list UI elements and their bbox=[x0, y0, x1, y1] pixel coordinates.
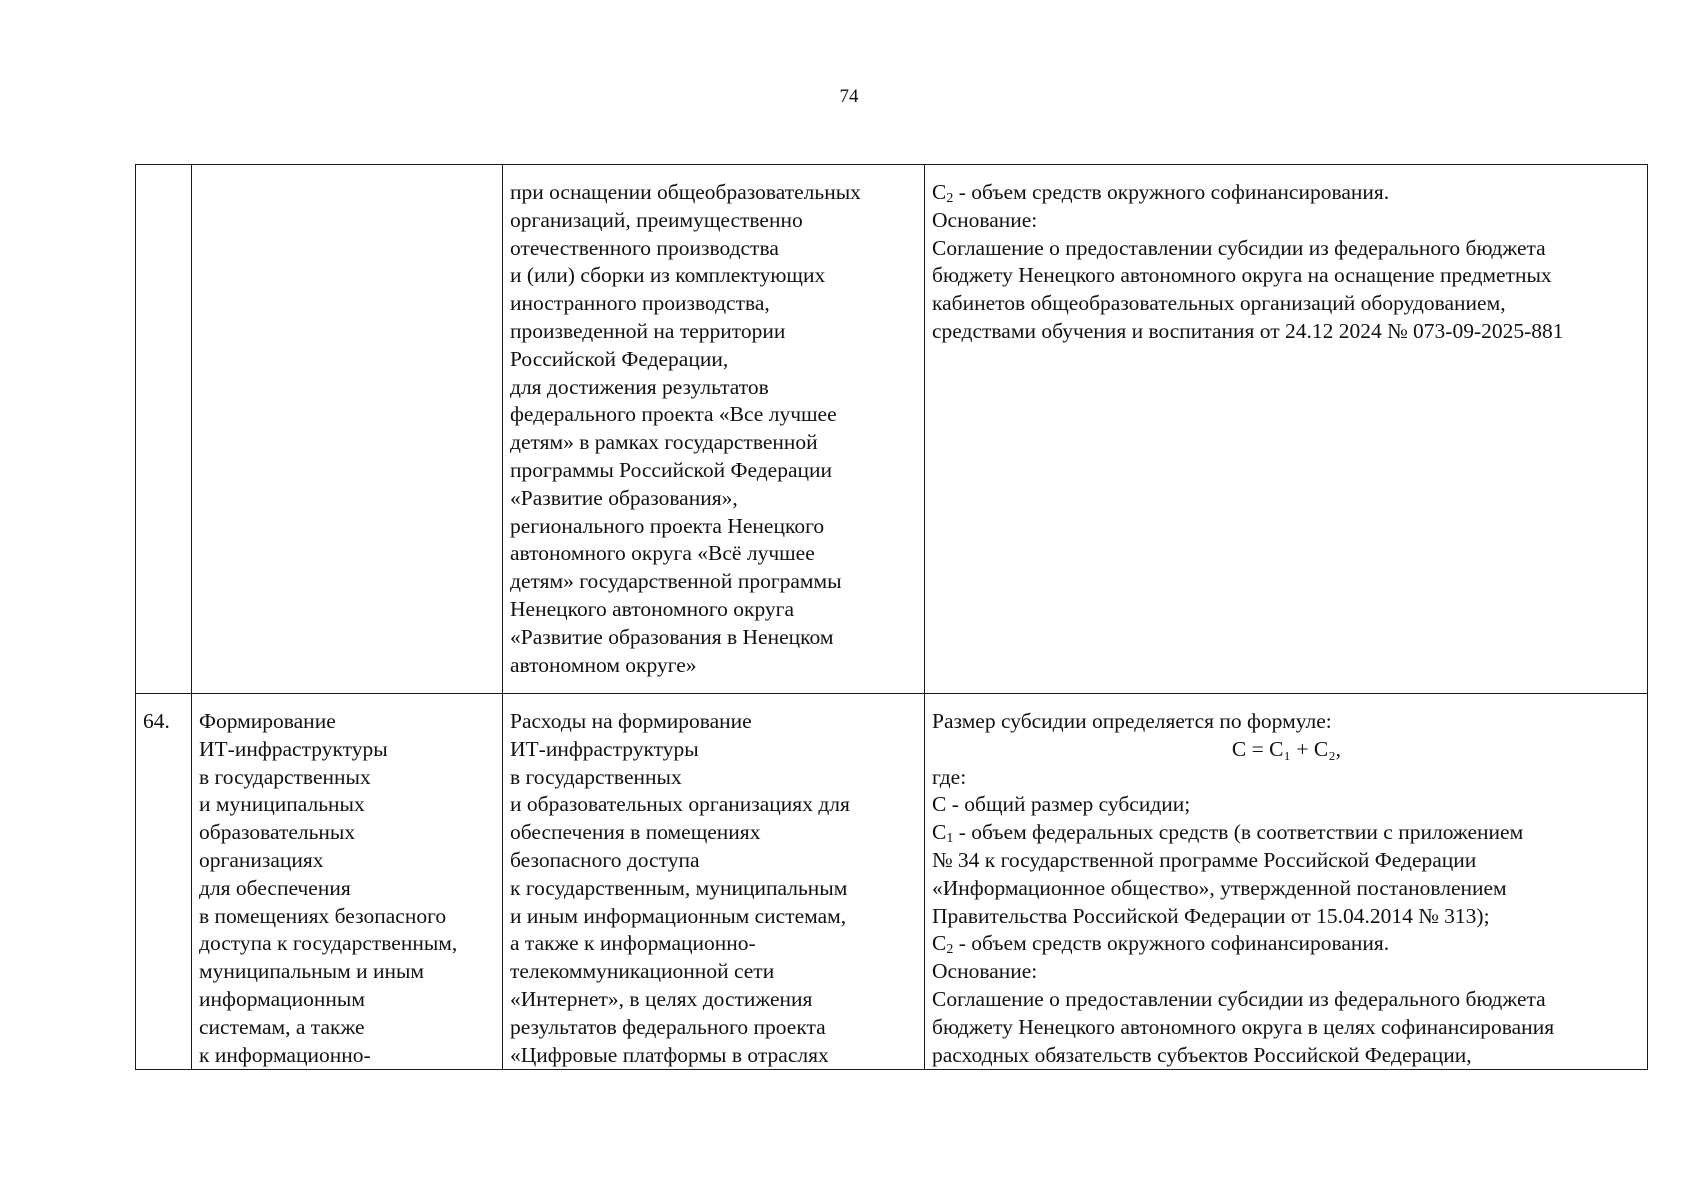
text-line: к информационно- bbox=[199, 1042, 371, 1067]
text-line: а также к информационно- bbox=[510, 931, 756, 956]
line-text: Размер субсидии определяется по формуле: bbox=[932, 709, 1332, 733]
text-line: системам, а также bbox=[199, 1014, 365, 1039]
subsidy-table bbox=[135, 164, 1648, 1070]
text-line: организациях bbox=[199, 847, 324, 872]
row-number-cell bbox=[136, 165, 192, 694]
text-line bbox=[932, 1042, 1641, 1070]
line-text: - объем федеральных средств (в соответствии с приложением bbox=[953, 820, 1524, 845]
line-text: Соглашение о предоставлении субсидии из федерального бюджета bbox=[932, 235, 1546, 260]
text-line bbox=[932, 290, 1641, 318]
line-text: № 34 к государственной программе Российской Федерации bbox=[932, 847, 1477, 872]
text-line bbox=[932, 903, 1641, 931]
variable-symbol: С bbox=[932, 180, 947, 204]
text-line: программы Российской Федерации bbox=[510, 457, 833, 482]
table-row bbox=[136, 165, 1648, 694]
line-text: Основание: bbox=[932, 959, 1038, 984]
row-formula-cell bbox=[925, 694, 1648, 1070]
text-line: федерального проекта «Все лучшее bbox=[510, 402, 837, 427]
line-text: Соглашение о предоставлении субсидии из федерального бюджета bbox=[932, 986, 1546, 1011]
text-line: «Цифровые платформы в отраслях bbox=[510, 1042, 829, 1067]
text-line: Формирование bbox=[199, 709, 336, 733]
text-line: результатов федерального проекта bbox=[510, 1014, 826, 1039]
page-number: 74 bbox=[839, 86, 859, 107]
line-text: кабинетов общеобразовательных организаций оборудованием, bbox=[932, 291, 1506, 316]
text-line: произведенной на территории bbox=[510, 318, 786, 343]
text-line bbox=[932, 930, 1641, 958]
text-line: в помещениях безопасного bbox=[199, 903, 447, 928]
variable-subscript: 1 bbox=[946, 831, 954, 847]
text-line bbox=[932, 986, 1641, 1014]
text-line: Российской Федерации, bbox=[510, 346, 729, 371]
text-line: детям» государственной программы bbox=[510, 569, 842, 594]
text-line bbox=[932, 235, 1641, 263]
text-line bbox=[932, 958, 1641, 986]
text-line bbox=[932, 847, 1641, 875]
text-line bbox=[932, 179, 1641, 207]
text-line: и иным информационным системам, bbox=[510, 903, 847, 928]
row-title-cell bbox=[192, 165, 503, 694]
line-text: бюджету Ненецкого автономного округа в целях софинансирования bbox=[932, 1014, 1555, 1039]
text-line: для обеспечения bbox=[199, 875, 351, 900]
text-line: автономного округа «Всё лучшее bbox=[510, 541, 815, 566]
text-line: «Интернет», в целях достижения bbox=[510, 986, 813, 1011]
line-text: средствами обучения и воспитания от 24.12 2024 № 073-09-2025-881 bbox=[932, 318, 1564, 343]
text-line: автономном округе» bbox=[510, 652, 697, 677]
text-line: иностранного производства, bbox=[510, 291, 770, 316]
line-text: «Информационное общество», утвержденной постановлением bbox=[932, 875, 1507, 900]
text-line: и (или) сборки из комплектующих bbox=[510, 263, 826, 288]
text-line: в государственных bbox=[199, 764, 371, 789]
text-line: образовательных bbox=[199, 820, 356, 845]
row-number-cell: 64. bbox=[136, 694, 192, 1070]
line-text: С - общий размер субсидии; bbox=[932, 792, 1191, 817]
variable-symbol: С bbox=[932, 931, 947, 956]
row-formula-cell bbox=[925, 165, 1648, 694]
text-line: ИТ-инфраструктуры bbox=[510, 736, 699, 761]
text-line: муниципальным и иным bbox=[199, 959, 425, 984]
line-text: Правительства Российской Федерации от 15.04.2014 № 313); bbox=[932, 903, 1490, 928]
text-line: при оснащении общеобразовательных bbox=[510, 180, 861, 204]
text-line: «Развитие образования», bbox=[510, 485, 738, 510]
text-line bbox=[932, 708, 1641, 736]
table-row bbox=[136, 694, 1648, 1070]
text-line bbox=[932, 1014, 1641, 1042]
line-text: - объем средств окружного софинансирования. bbox=[953, 931, 1390, 956]
text-line: ИТ-инфраструктуры bbox=[199, 736, 388, 761]
text-line: телекоммуникационной сети bbox=[510, 959, 775, 984]
text-line: Расходы на формирование bbox=[510, 709, 752, 733]
text-line: детям» в рамках государственной bbox=[510, 430, 818, 455]
row-title-cell bbox=[192, 694, 503, 1070]
text-line: безопасного доступа bbox=[510, 847, 700, 872]
line-text: Основание: bbox=[932, 207, 1038, 232]
line-text: где: bbox=[932, 764, 967, 789]
text-line: информационным bbox=[199, 986, 365, 1011]
text-line: к государственным, муниципальным bbox=[510, 875, 848, 900]
text-line: и образовательных организациях для bbox=[510, 792, 850, 817]
text-line: отечественного производства bbox=[510, 235, 779, 260]
variable-subscript: 2 bbox=[946, 191, 954, 206]
line-text: - объем средств окружного софинансирования. bbox=[953, 180, 1390, 204]
text-line bbox=[932, 318, 1641, 346]
line-text: расходных обязательств субъектов Российской Федерации, bbox=[932, 1042, 1472, 1067]
text-line: обеспечения в помещениях bbox=[510, 820, 761, 845]
text-line: Ненецкого автономного округа bbox=[510, 596, 795, 621]
text-line: и муниципальных bbox=[199, 792, 365, 817]
variable-subscript: 2 bbox=[946, 942, 954, 958]
row-description-cell bbox=[503, 694, 925, 1070]
text-line bbox=[932, 819, 1641, 847]
text-line bbox=[932, 875, 1641, 903]
text-line: организаций, преимущественно bbox=[510, 207, 803, 232]
text-line bbox=[932, 764, 1641, 792]
line-text: С = С₁ + С₂, bbox=[1231, 736, 1342, 761]
row-description-cell bbox=[503, 165, 925, 694]
line-text: бюджету Ненецкого автономного округа на оснащение предметных bbox=[932, 263, 1552, 288]
text-line: «Развитие образования в Ненецком bbox=[510, 624, 834, 649]
text-line bbox=[932, 262, 1641, 290]
formula-line bbox=[932, 736, 1641, 764]
text-line: регионального проекта Ненецкого bbox=[510, 513, 825, 538]
text-line: в государственных bbox=[510, 764, 682, 789]
text-line: для достижения результатов bbox=[510, 374, 769, 399]
text-line bbox=[932, 791, 1641, 819]
variable-symbol: С bbox=[932, 820, 947, 845]
text-line bbox=[932, 207, 1641, 235]
text-line: доступа к государственным, bbox=[199, 931, 458, 956]
